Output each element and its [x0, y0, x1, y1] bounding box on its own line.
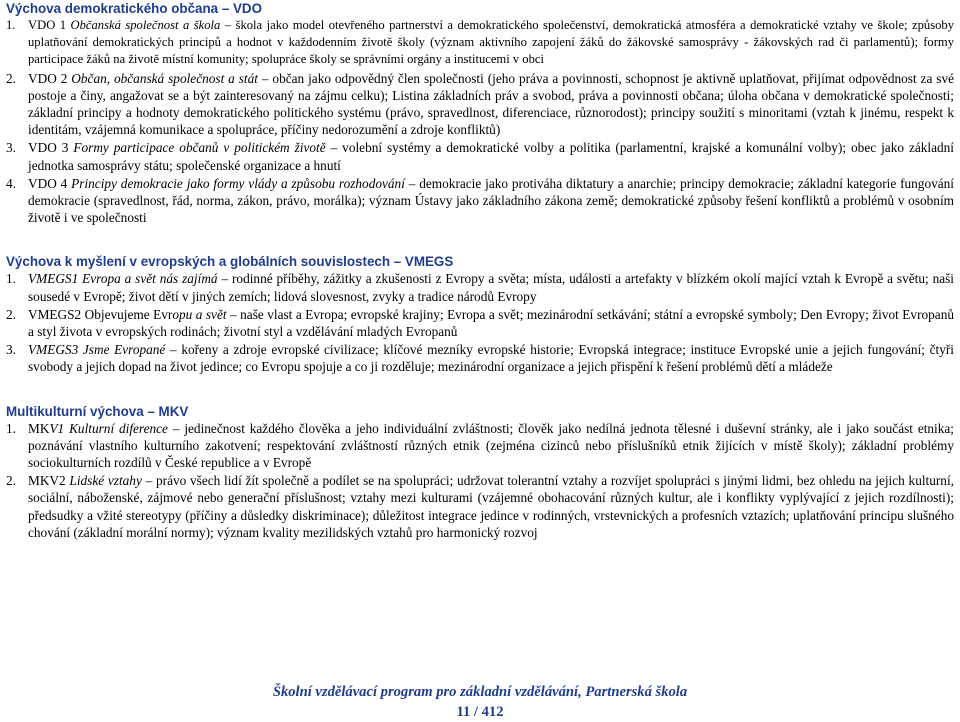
item-number: 3.	[6, 140, 16, 156]
section-title-vdo: Výchova demokratického občana – VDO	[6, 1, 263, 16]
section-spacer	[6, 376, 954, 403]
item-description: – občan jako odpovědný člen společnosti (jeho práva a povinnosti, schopnost je aktivně uplatňovat, přijímat odpovědnost za své postoje a činy, angažovat se a být zainteresovaný na zájmu celku); Listina základních práv a svobod, práva a povinnosti občana; úloha občana v demokratické společnosti; základní principy a hodnoty demokratického politického systému (právo, spravedlnost, diferenciace, různorodost); principy soužití s minoritami (vztah k jinému, respekt k identitám, vzájemná komunikace a spolupráce, příčiny nedorozumění a zdroje konfliktů)	[28, 70, 954, 138]
item-description: – rodinné příběhy, zážitky a zkušenosti z Evropy a světa; místa, události a artefakty v blízkém okolí mající vztah k Evropě a světu; naši sousedé v Evropě; život dětí v jiných zemích; lidová slovesnost, zvyky a tradice národů Evropy	[28, 271, 954, 304]
item-topic: VMEGS1 Evropa a svět nás zajímá	[28, 271, 218, 287]
list-item	[6, 341, 954, 375]
footer-program-title: Školní vzdělávací program pro základní vzdělávání, Partnerská škola	[272, 684, 688, 700]
item-topic: V1 Kulturní diference	[49, 420, 168, 436]
item-topic: Formy participace občanů v politickém životě	[73, 140, 326, 156]
item-topic: Lidské vztahy	[69, 473, 142, 489]
item-code: VMEGS2 Objevujeme Evr	[28, 306, 173, 322]
item-description: – naše vlast a Evropa; evropské krajiny; Evropa a svět; mezinárodní setkávání; státní a evropské symboly; Den Evropy; život Evropanů a styl života v evropských rodinách; životní styl a vzdělávání mladých Evropanů	[28, 306, 954, 340]
item-topic: opu a svět	[172, 306, 227, 322]
page-footer	[0, 682, 960, 722]
item-code: VDO 2	[28, 70, 72, 86]
document-page	[6, 0, 954, 541]
item-number: 2.	[6, 473, 16, 489]
list-item	[6, 175, 954, 227]
item-code: VDO 1	[28, 18, 71, 32]
item-description: – volební systémy a demokratické volby a politika (parlamentní, krajské a komunální volby); obec jako základní jednotka samosprávy státu; společenské organizace a hnutí	[28, 140, 954, 173]
item-code: MKV2	[28, 473, 70, 489]
list-item	[6, 70, 954, 139]
item-number: 2.	[6, 70, 16, 86]
item-number: 1.	[6, 271, 16, 287]
item-code: MK	[28, 420, 50, 436]
section-spacer	[6, 226, 954, 253]
item-number: 3.	[6, 342, 16, 358]
list-item	[6, 420, 954, 472]
item-description: – demokracie jako protiváha diktatury a anarchie; principy demokracie; základní kategorie fungování demokracie (spravedlnost, řád, norma, zákon, právo, morálka); význam Ústavy jako základního zákona země; demokratické způsoby řešení konfliktů a problémů v osobním životě i ve společnosti	[28, 175, 954, 226]
list-item	[6, 306, 954, 340]
item-number: 1.	[6, 420, 16, 436]
section-title-vmegs: Výchova k myšlení v evropských a globálních souvislostech – VMEGS	[6, 254, 454, 270]
item-number: 4.	[6, 175, 16, 191]
item-topic: Občan, občanská společnost a stát	[71, 70, 258, 86]
list-item	[6, 139, 954, 173]
item-description: – škola jako model otevřeného partnerství a demokratického společenství, demokratická atmosféra a demokratické vztahy ve škole; způsoby uplatňování demokratických principů a hodnot v každodenním životě školy (význam aktivního zapojení žáků do žákovské samosprávy - žákovských rad či parlamentů); formy participace žáků na životě místní komunity; spolupráce školy se správními orgány a institucemi v obci	[28, 18, 954, 67]
item-topic: VMEGS3 Jsme Evropané	[28, 342, 166, 358]
page-number: 11 / 412	[456, 704, 504, 720]
item-topic: Občanská společnost a škola	[70, 18, 221, 32]
item-code: VDO 3	[28, 140, 74, 156]
item-code: VDO 4	[28, 175, 72, 191]
section-title-mkv: Multikulturní výchova – MKV	[6, 403, 189, 419]
list-item	[6, 270, 954, 304]
item-description: – kořeny a zdroje evropské civilizace; klíčové mezníky evropské historie; Evropská integrace; instituce Evropské unie a jejich fungování; čtyři svobody a jejich dopad na život jedince; co Evropu spojuje a co ji rozděluje; mezinárodní organizace a jejich přispění k řešení problémů dětí a mládeže	[28, 342, 955, 375]
item-number: 1.	[6, 18, 16, 32]
list-item	[6, 17, 954, 69]
item-number: 2.	[6, 306, 16, 322]
item-topic: Principy demokracie jako formy vlády a způsobu rozhodování	[71, 175, 405, 191]
item-description: – právo všech lidí žít společně a podílet se na spolupráci; udržovat tolerantní vztahy a rozvíjet spolupráci s jinými lidmi, bez ohledu na jejich kulturní, sociální, náboženské, zájmové nebo generační příslušnost; vztahy mezi kulturami (vzájemné obohacování různých kultur, ale i konflikty vyplývající z jejich rozdílnosti); předsudky a vžité stereotypy (příčiny a důsledky diskriminace); důležitost integrace jedince v rodinných, vrstevnických a profesních vztazích; uplatňování principu slušného chování (základní morální normy); význam kvality mezilidských vztahů pro harmonický rozvoj	[28, 473, 954, 540]
item-description: – jedinečnost každého člověka a jeho individuální zvláštnosti; člověk jako nedílná jednota tělesné i duševní stránky, ale i jako součást etnika; poznávání vlastního kulturního zakotvení; respektování zvláštností různých etnik (zejména cizinců nebo příslušníků etnik žijících v místě školy); základní problémy sociokulturních rozdílů v České republice a v Evropě	[28, 420, 955, 471]
list-item	[6, 472, 954, 541]
